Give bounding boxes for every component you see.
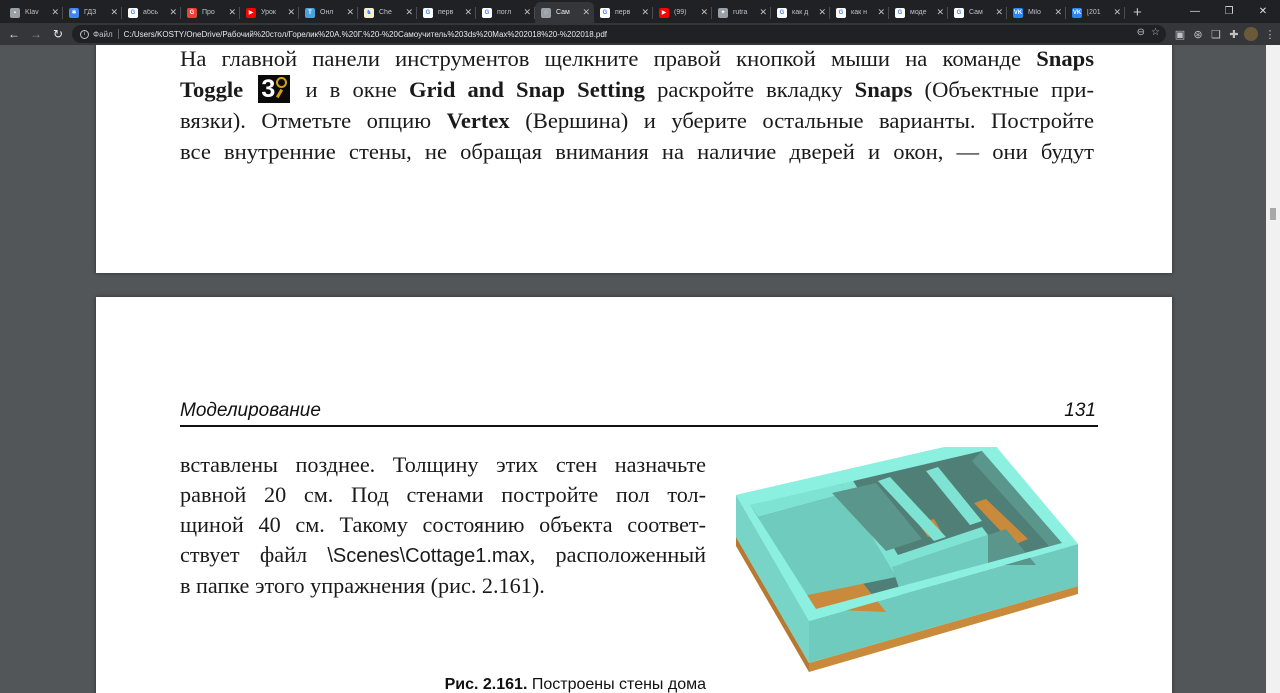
text-bold-snaps-tab: Snaps <box>854 77 913 102</box>
tab-close-icon[interactable]: ✕ <box>464 7 472 17</box>
browser-tab[interactable] <box>240 2 299 23</box>
browser-tab[interactable] <box>476 2 535 23</box>
browser-tab[interactable] <box>122 2 181 23</box>
browser-tab[interactable] <box>830 2 889 23</box>
text-run: На главной панели инструментов щелкните правой кнопкой мыши на команде <box>180 46 1037 71</box>
tab-favicon-icon: G <box>895 8 905 18</box>
minimize-button[interactable]: — <box>1190 6 1200 17</box>
tab-close-icon[interactable]: ✕ <box>1054 7 1062 17</box>
browser-tab[interactable] <box>1066 2 1125 23</box>
tab-favicon-icon: ▶ <box>659 8 669 18</box>
pdf-page-131 <box>96 297 1172 693</box>
tab-close-icon[interactable]: ✕ <box>818 7 826 17</box>
tab-favicon-icon: G <box>423 8 433 18</box>
tab-title: моде <box>910 9 927 16</box>
browser-tab[interactable] <box>771 2 830 23</box>
forward-button[interactable]: → <box>30 27 42 41</box>
browser-tab[interactable] <box>4 2 63 23</box>
browser-toolbar <box>0 23 1280 45</box>
address-url[interactable]: C:/Users/KOSTY/OneDrive/Рабочий%20стол/Горелик%20А.%20Г.%20-%20Самоучитель%203ds%20Max%202018%20-%202018.pdf <box>123 29 608 39</box>
house-model <box>736 447 1078 672</box>
tab-title: погл <box>497 9 512 16</box>
tab-close-icon[interactable]: ✕ <box>169 7 177 17</box>
menu-kebab-icon[interactable]: ⋮ <box>1264 28 1276 41</box>
text-bold-grid-snap: Grid and Snap Setting <box>408 77 645 102</box>
tab-close-icon[interactable]: ✕ <box>700 7 708 17</box>
tab-title: Онл <box>320 9 334 16</box>
maximize-button[interactable]: ❐ <box>1224 6 1234 17</box>
browser-tab[interactable] <box>535 2 594 23</box>
text-run: (Вершина) и уберите остальные варианты. Постройте <box>509 108 1094 133</box>
browser-tab[interactable] <box>417 2 476 23</box>
pdf-viewport[interactable] <box>0 45 1266 693</box>
house-walls-figure <box>736 447 1088 693</box>
zoom-icon[interactable]: ⊖ <box>1136 27 1146 38</box>
tab-favicon-icon: ▪ <box>10 8 20 18</box>
tab-close-icon[interactable]: ✕ <box>228 7 236 17</box>
paragraph-line-3 <box>180 105 1094 136</box>
tab-favicon-icon: G <box>482 8 492 18</box>
browser-tab[interactable] <box>181 2 240 23</box>
tab-favicon-icon: VK <box>1072 9 1082 16</box>
reload-button[interactable]: ↻ <box>52 27 64 41</box>
browser-tab[interactable] <box>948 2 1007 23</box>
tab-close-icon[interactable]: ✕ <box>405 7 413 17</box>
running-head <box>180 397 1098 427</box>
figure-caption <box>404 676 706 693</box>
address-scheme: Файл <box>93 29 113 39</box>
tab-title: Che <box>379 9 392 16</box>
tab-title: как д <box>792 9 809 16</box>
browser-tab[interactable] <box>358 2 417 23</box>
tab-favicon-icon: G <box>187 8 197 18</box>
tab-favicon-icon: ▶ <box>246 8 256 18</box>
tab-close-icon[interactable]: ✕ <box>877 7 885 17</box>
extension-shield-icon[interactable]: ⊛ <box>1193 28 1203 41</box>
tab-favicon-icon: ✦ <box>718 8 728 18</box>
tab-favicon-icon: G <box>128 8 138 18</box>
tab-title: абсь <box>143 9 158 16</box>
tab-close-icon[interactable]: ✕ <box>1113 7 1121 17</box>
extension-copy-icon[interactable]: ❏ <box>1211 28 1221 41</box>
tab-close-icon[interactable]: ✕ <box>995 7 1003 17</box>
new-tab-button[interactable]: + <box>1133 4 1142 21</box>
extensions-puzzle-icon[interactable]: ✚ <box>1229 28 1239 41</box>
omnibox-actions <box>1137 27 1160 38</box>
body-paragraph <box>180 450 706 601</box>
paragraph-line-2 <box>180 74 1094 105</box>
paragraph-line: в папке этого упражнения (рис. 2.161). <box>180 573 545 598</box>
tab-title: Сам <box>556 9 570 16</box>
close-window-button[interactable]: ✕ <box>1258 6 1268 17</box>
paragraph-line-1 <box>180 45 1094 74</box>
tab-favicon-icon: ◌ <box>541 8 551 18</box>
paragraph-line: вставлены позднее. Толщину этих стен назначьте <box>180 452 706 477</box>
text-run: вязки). Отметьте опцию <box>180 108 447 133</box>
tab-title: перв <box>438 9 454 16</box>
text-run: раскройте вкладку <box>644 77 855 102</box>
tab-favicon-icon: G <box>777 8 787 18</box>
file-path: \Scenes\Cottage1.max <box>327 545 530 567</box>
tab-title: (99) <box>674 9 687 16</box>
paragraph-line-4 <box>180 136 1094 167</box>
pdf-page-130 <box>96 45 1172 273</box>
paragraph-line: щиной 40 см. Такому состоянию объекта соответ- <box>180 512 706 537</box>
text-run: (Объектные при- <box>912 77 1094 102</box>
tab-favicon-icon: G <box>836 8 846 18</box>
tab-favicon-icon: G <box>954 8 964 18</box>
profile-avatar[interactable] <box>1244 27 1258 41</box>
tab-close-icon[interactable]: ✕ <box>346 7 354 17</box>
tab-favicon-icon: ♞ <box>364 8 374 18</box>
text-run: ствует файл <box>180 542 328 567</box>
browser-tab[interactable] <box>299 2 358 23</box>
browser-tab[interactable] <box>712 2 771 23</box>
tab-close-icon[interactable]: ✕ <box>287 7 295 17</box>
tab-favicon-icon: VK <box>1013 9 1023 16</box>
snaps-toggle-icon: 3 <box>258 75 290 103</box>
paragraph-line <box>180 540 706 571</box>
caption-label: Рис. 2.161. <box>444 676 528 693</box>
tab-title: как н <box>851 9 867 16</box>
paragraph-line: равной 20 см. Под стенами постройте пол тол- <box>180 482 706 507</box>
tab-title: перв <box>615 9 631 16</box>
tab-close-icon[interactable]: ✕ <box>51 7 59 17</box>
tab-close-icon[interactable]: ✕ <box>582 7 590 17</box>
text-run: все внутренние стены, не обращая внимания на наличие дверей и окон, — они будут <box>180 139 1094 164</box>
tab-strip <box>0 0 1280 23</box>
vertical-scrollbar[interactable] <box>1266 45 1280 693</box>
caption-text: Построены стены дома <box>527 676 706 693</box>
address-bar[interactable] <box>72 25 1166 43</box>
page-number: 131 <box>1064 400 1096 421</box>
tab-favicon-icon: ✱ <box>69 8 79 18</box>
text-bold-vertex: Vertex <box>446 108 510 133</box>
scrollbar-thumb[interactable] <box>1270 208 1276 220</box>
tab-title: Сам <box>969 9 983 16</box>
text-run: и в окне <box>293 77 409 102</box>
browser-tab[interactable] <box>653 2 712 23</box>
tab-title: ГДЗ <box>84 9 97 16</box>
tab-favicon-icon: T <box>305 8 315 18</box>
tab-title: Урок <box>261 9 276 16</box>
tab-list <box>0 0 1125 23</box>
tab-close-icon[interactable]: ✕ <box>936 7 944 17</box>
browser-tab[interactable] <box>1007 2 1066 23</box>
tab-title: rutra <box>733 9 748 16</box>
extension-save-icon[interactable]: ▣ <box>1174 28 1186 41</box>
tab-close-icon[interactable]: ✕ <box>641 7 649 17</box>
tab-title: [201 <box>1087 9 1101 16</box>
tab-close-icon[interactable]: ✕ <box>759 7 767 17</box>
back-button[interactable]: ← <box>8 27 20 41</box>
browser-tab[interactable] <box>594 2 653 23</box>
star-icon[interactable]: ☆ <box>1151 27 1160 38</box>
browser-tab[interactable] <box>889 2 948 23</box>
tab-title: Klav <box>25 9 39 16</box>
info-icon[interactable]: i <box>80 30 89 39</box>
browser-tab[interactable] <box>63 2 122 23</box>
tab-close-icon[interactable]: ✕ <box>110 7 118 17</box>
text-run: , расположенный <box>529 542 707 567</box>
tab-favicon-icon: G <box>600 8 610 18</box>
tab-title: Milo <box>1028 9 1041 16</box>
text-bold-snaps: Snaps <box>1036 46 1094 71</box>
tab-close-icon[interactable]: ✕ <box>523 7 531 17</box>
text-bold-toggle: Toggle <box>180 77 244 102</box>
chapter-title: Моделирование <box>180 400 321 421</box>
tab-title: Про <box>202 9 215 16</box>
address-separator <box>118 29 119 39</box>
